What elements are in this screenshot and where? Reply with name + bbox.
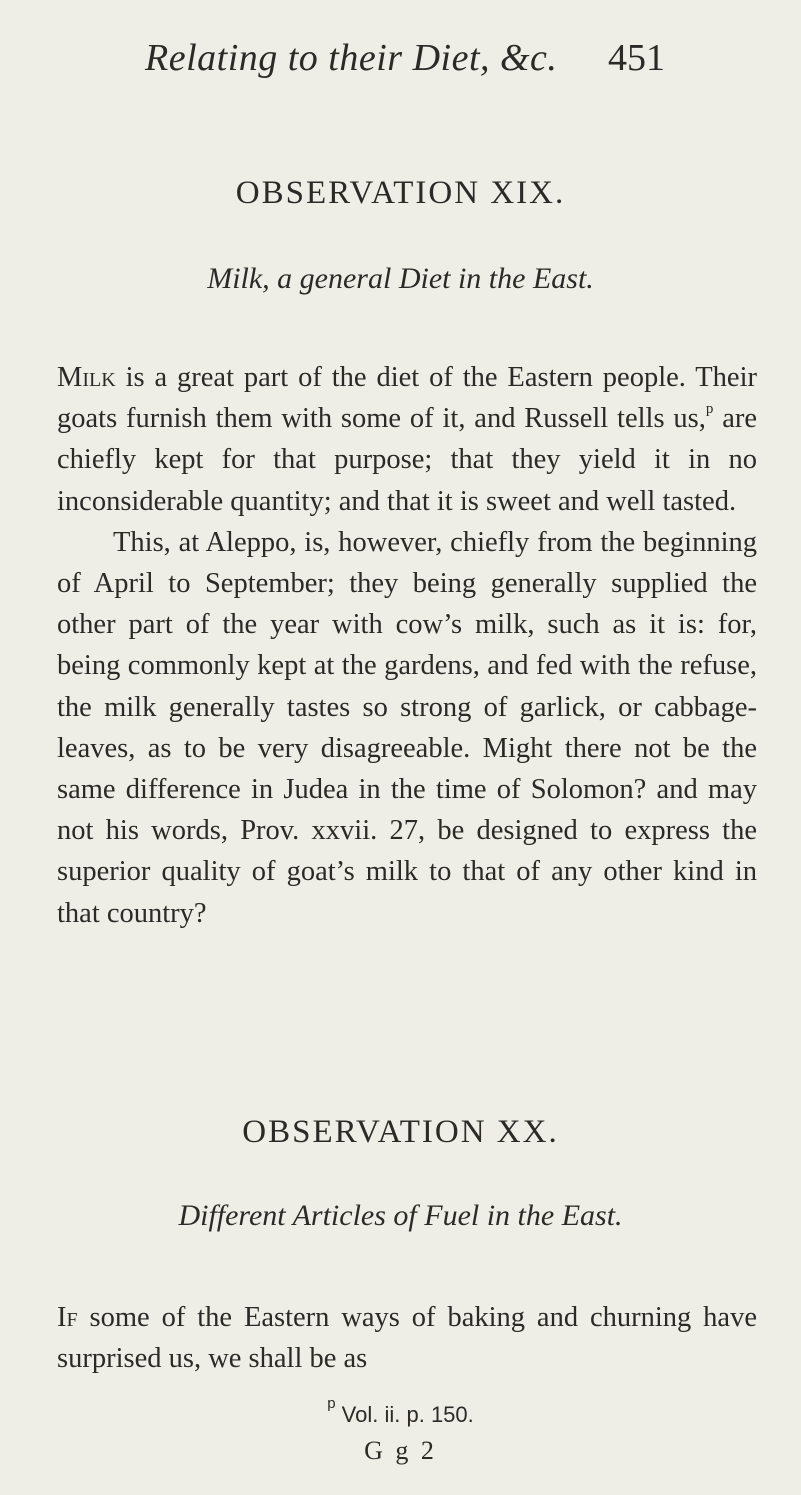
- page-header: [145, 36, 665, 86]
- paragraph: This, at Aleppo, is, however, chiefly from the beginning of April to September; they being generally supplied the other part of the year with cow’s milk, such as it is: for, being commonly kept at the gardens, and fed with the refuse, the milk generally tastes so strong of garlick, or cabbage-leaves, as to be very disagreeable. Might there not be the same difference in Judea in the time of Solomon? and may not his words, Prov. xxvii. 27, be designed to express the superior quality of goat’s milk to that of any other kind in that country?: [57, 526, 757, 929]
- footnote-marker: p: [705, 401, 714, 418]
- section-body-xx: [57, 1297, 757, 1379]
- paragraph: [57, 1297, 757, 1379]
- paragraph-text: some of the Eastern ways of baking and churning have surprised us, we shall be as: [57, 1302, 757, 1375]
- paragraph-text: is a great part of the diet of the Eastern people. Their goats furnish them with some of it, and Russell tells us,: [57, 362, 757, 435]
- section-heading-xx: OBSERVATION XX.: [242, 1114, 559, 1150]
- footnote-text: Vol. ii. p. 150.: [335, 1402, 474, 1427]
- section-subheading-xx: Different Articles of Fuel in the East.: [178, 1199, 623, 1232]
- paragraph-text: are chiefly kept for that purpose; that they yield it in no inconsiderable quantity; and that it is sweet and well tasted.: [57, 403, 757, 517]
- footnote-marker: p: [327, 1395, 336, 1412]
- section-body-xix: [57, 357, 757, 934]
- footnote: [0, 1395, 801, 1428]
- signature-mark: G g 2: [364, 1436, 437, 1465]
- section-subheading-xix: Milk, a general Diet in the East.: [207, 262, 594, 295]
- running-title: Relating to their Diet, &c.: [145, 37, 558, 79]
- paragraph-lead-word: If: [57, 1302, 78, 1333]
- section-heading-xix: OBSERVATION XIX.: [235, 175, 566, 211]
- page-number: 451: [608, 37, 665, 79]
- paragraph: [57, 357, 757, 522]
- paragraph-lead-word: Milk: [57, 362, 116, 393]
